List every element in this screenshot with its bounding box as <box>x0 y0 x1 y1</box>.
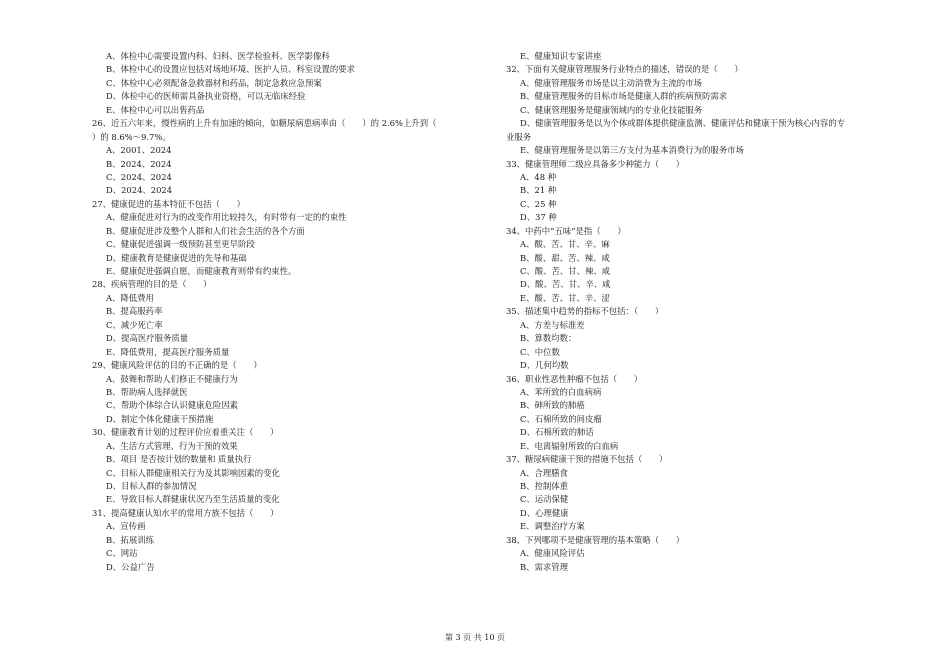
answer-option: A、体检中心需要设置内科、妇科、医学检验科、医学影像科 <box>106 51 330 61</box>
question-text: 30、健康教育计划的过程评价应着重关注（ ） <box>92 427 279 438</box>
question-text: 36、职业性恶性肿瘤不包括（ ） <box>506 373 643 384</box>
answer-option: B、体检中心的设置应包括对场地环境、医护人员、科室设置的要求 <box>106 64 356 75</box>
left-column <box>92 50 507 574</box>
answer-option: A、酸、苦、甘、辛、麻 <box>520 239 610 250</box>
answer-option: A、宣传画 <box>106 521 146 532</box>
page-footer: 第 3 页 共 10 页 <box>445 633 505 642</box>
answer-option: A、健康管理服务市场是以主动消费为主流的市场 <box>520 77 702 88</box>
answer-option: A、48 种 <box>520 171 557 182</box>
answer-option: B、帮助病人选择就医 <box>106 386 188 397</box>
question-text: 26、近五六年来，慢性病的上升有加速的倾向，如糖尿病患病率由（ ）的 2.6%上升到（ <box>92 118 437 129</box>
question-text: ）的 8.6%～9.7%。 <box>92 131 171 142</box>
question-text: 32、下面有关健康管理服务行业特点的描述，错误的是（ ） <box>506 64 743 75</box>
question-text: 28、疾病管理的目的是（ ） <box>92 279 212 290</box>
question-text: 38、下列哪项不是健康管理的基本策略（ ） <box>506 534 685 545</box>
answer-option: D、石棉所致的肺话 <box>520 427 594 438</box>
answer-option: C、帮助个体综合认识健康危险因素 <box>106 400 239 411</box>
answer-option: B、拓展训练 <box>106 534 155 545</box>
answer-option: D、体检中心的医师需具备执业资格，可以无临床经验 <box>106 91 306 102</box>
answer-option: B、酸、甜、苦、辣、咸 <box>520 252 610 263</box>
answer-option: A、健康促进对行为的改变作用比较持久，有时带有一定的约束性 <box>106 212 347 223</box>
answer-option: D、制定个体化健康干预措施 <box>106 413 214 424</box>
answer-option: D、心理健康 <box>520 507 569 518</box>
answer-option: B、需求管理 <box>520 561 569 572</box>
answer-option: E、健康促进强调自愿，而健康教育则带有约束性。 <box>106 266 297 276</box>
answer-option: B、控制体重 <box>520 481 569 491</box>
answer-option: C、健康管理服务是健康领域内的专业化技能服务 <box>520 104 703 115</box>
answer-option: A、鼓舞和帮助人们修正不健康行为 <box>106 373 238 384</box>
question-text: 31、提高健康认知水平的常用方族不包括（ ） <box>92 507 279 518</box>
answer-option: A、降低费用 <box>106 292 154 303</box>
answer-option: E、调整治疗方案 <box>520 521 585 532</box>
answer-option: A、合理膳食 <box>520 467 568 478</box>
answer-option: B、提高服药率 <box>106 306 163 317</box>
answer-option: B、砷所致的肺癌 <box>520 400 585 411</box>
question-text: 35、描述集中趋势的指标不包括：（ ） <box>506 306 664 317</box>
right-column <box>506 50 921 574</box>
answer-option: C、体检中心必须配备急救器材和药品，制定急救应急预案 <box>106 77 322 88</box>
question-text: 29、健康风险评估的目的不正确的是（ ） <box>92 360 262 371</box>
answer-option: E、体检中心可以出售药品 <box>106 104 205 115</box>
answer-option: B、健康促进涉及整个人群和人们社会生活的各个方面 <box>106 225 305 236</box>
answer-option: C、目标人群健康相关行为及其影响因素的变化 <box>106 467 280 478</box>
answer-option: D、健康教育是健康促进的先导和基础 <box>106 252 247 263</box>
answer-option: A、生活方式管理、行为干预的效果 <box>106 440 238 451</box>
answer-option: D、公益广告 <box>106 561 155 572</box>
answer-option: D、目标人群的参加情况 <box>106 481 197 491</box>
answer-option: E、健康知识专家讲座 <box>520 51 602 61</box>
answer-option: C、25 种 <box>520 198 557 209</box>
question-text: 37、糖尿病健康干预的措施不包括（ ） <box>506 454 668 465</box>
answer-option: D、酸、苦、甘、辛、咸 <box>520 279 611 290</box>
answer-option: B、项目 是否按计划的数量和 质量执行 <box>106 454 252 465</box>
answer-option: E、电离辐射所致的白血病 <box>520 440 619 451</box>
answer-option: C、健康促进强调一级预防甚至更早阶段 <box>106 239 255 250</box>
answer-option: C、运动保健 <box>520 494 569 505</box>
answer-option: C、2024、2024 <box>106 171 172 182</box>
answer-option: E、降低费用，提高医疗服务质量 <box>106 346 230 357</box>
answer-option: A、2001、2024 <box>106 145 172 156</box>
answer-option: E、健康管理服务是以第三方支付为基本消费行为的服务市场 <box>520 145 744 156</box>
answer-option: D、几何均数 <box>520 360 569 371</box>
answer-option: A、方差与标准差 <box>520 319 585 330</box>
answer-option: E、导致目标人群健康状况乃至生活质量的变化 <box>106 494 280 505</box>
answer-option: A、苯所致的白血病病 <box>520 386 602 397</box>
answer-option: B、健康管理服务的目标市场是健康人群的疾病预防需求 <box>520 91 728 102</box>
answer-option: D、37 种 <box>520 212 557 223</box>
answer-option: A、健康风险评估 <box>520 548 585 559</box>
question-text: 业服务 <box>506 131 532 142</box>
answer-option: E、酸、苦、甘、辛、涩 <box>520 292 610 303</box>
question-text: 34、中药中“五味”是指（ ） <box>506 225 626 236</box>
question-text: 33、健康管理师二级应具备多少种能力（ ） <box>506 158 685 169</box>
answer-option: B、21 种 <box>520 185 557 196</box>
answer-option: D、健康管理服务是以为个体或群体提供健康监测、健康评估和健康干预为核心内容的专 <box>520 118 845 129</box>
answer-option: C、网站 <box>106 548 138 559</box>
answer-option: D、提高医疗服务质量 <box>106 333 189 344</box>
answer-option: C、减少死亡率 <box>106 319 163 330</box>
answer-option: B、2024、2024 <box>106 158 172 169</box>
answer-option: C、石棉所致的间皮瘤 <box>520 413 602 424</box>
answer-option: D、2024、2024 <box>106 185 173 196</box>
answer-option: B、算数均数： <box>520 333 577 344</box>
question-text: 27、健康促进的基本特征不包括（ ） <box>92 198 246 209</box>
answer-option: C、酸、苦、甘、辣、咸 <box>520 266 611 276</box>
answer-option: C、中位数 <box>520 346 560 357</box>
